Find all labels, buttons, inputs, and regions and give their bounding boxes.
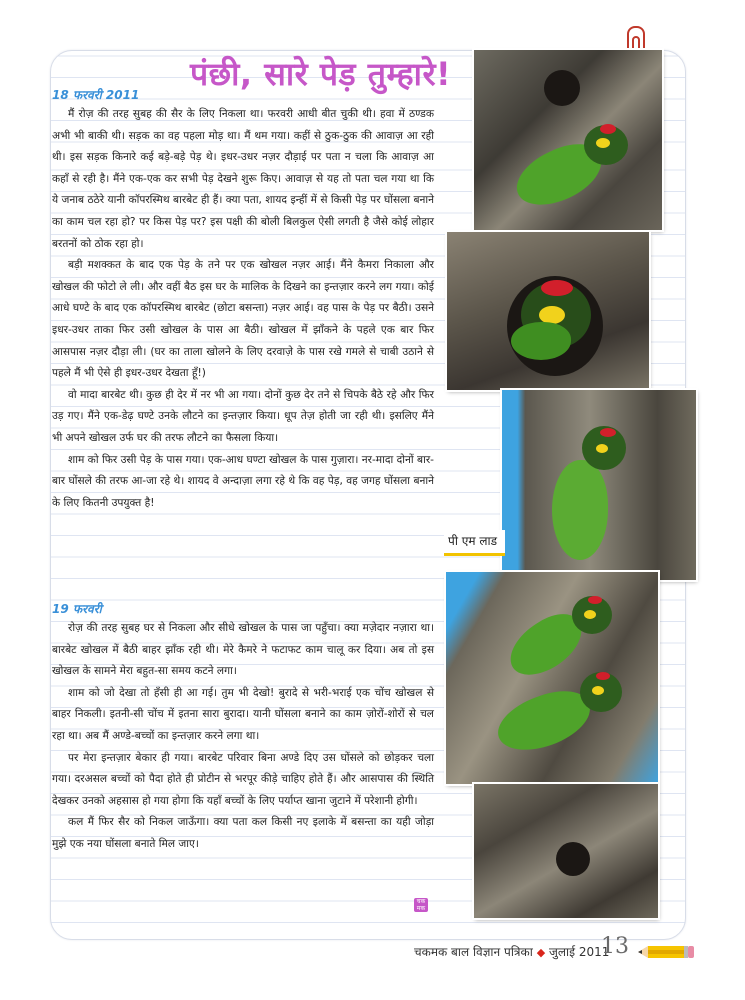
paragraph: शाम को जो देखा तो हँसी ही आ गई। तुम भी देखो! बुरादे से भरी-भराई एक चोंच खोखल से बाहर निकली। इतनी-सी चोंच में इतना सारा बुरादा। यानी घोंसला बनाने का काम ज़ोरों-शोरों से चल रहा था। अब मैं अण्डे-बच्चों का इन्तज़ार करने लगा था। — [52, 686, 434, 742]
photo-empty-hole — [474, 784, 658, 918]
section-date-2: 19 फरवरी — [52, 602, 102, 616]
pencil-icon — [638, 944, 694, 960]
section-date-1: 18 फरवरी 2011 — [52, 88, 140, 102]
paragraph: वो मादा बारबेट थी। कुछ ही देर में नर भी आ गया। दोनों कुछ देर तने से चिपके बैठे रहे और फिर उड़ गए। मैंने एक-डेढ़ घण्टे उनके लौटने का इन्तज़ार किया। धूप तेज़ होती जा रही थी। इसलिए मैंने भी अपने खोखल उर्फ घर की तरफ लौटने का फैसला किया। — [52, 388, 434, 444]
end-mark-logo: चक मक — [414, 898, 428, 912]
paragraph: कल मैं फिर सैर को निकल जाऊँगा। क्या पता कल किसी नए इलाके में बसन्ता का यही जोड़ा मुझे एक नया घोंसला बनाते मिल जाए। — [52, 816, 434, 850]
page-number: 13 — [601, 934, 629, 959]
issue-date: जुलाई 2011 — [549, 945, 610, 959]
magazine-name: चकमक बाल विज्ञान पत्रिका — [414, 945, 533, 959]
photo-barbet-trunk — [502, 390, 696, 580]
photo-barbet-hole-2 — [447, 232, 649, 390]
article-text-part-2 — [52, 618, 434, 856]
photo-credit: पी एम लाड — [444, 530, 505, 556]
page-title: पंछी, सारे पेड़ तुम्हारे! — [190, 55, 452, 93]
bird-image — [511, 272, 611, 362]
paragraph: शाम को फिर उसी पेड़ के पास गया। एक-आध घण्टा खोखल के पास गुज़ारा। नर-मादा दोनों बार-बार घोंसले की तरफ आ-जा रहे थे। शायद वे अन्दाज़ा लगा रहे थे कि वह पेड़, वह जगह घोंसला बनाने के लिए कितनी उपयुक्त है! — [52, 453, 434, 509]
photo-barbet-hole-1 — [474, 50, 662, 230]
photo-barbet-pair — [446, 572, 658, 784]
bird-image — [542, 420, 652, 570]
paragraph: रोज़ की तरह सुबह घर से निकला और सीधे खोखल के पास जा पहुँचा। क्या मज़ेदार नज़ारा था। बारबेट खोखल में बैठी बाहर झाँक रही थी। मेरे कैमरे ने फटाफट काम चालू कर दिया। अब तो इस खोखल के सामने मेरा बहुत-सा समय कटने लगा। — [52, 622, 434, 678]
footer — [414, 943, 609, 960]
article-text-part-1 — [52, 104, 434, 514]
bird-image — [504, 110, 644, 230]
paragraph: मैं रोज़ की तरह सुबह की सैर के लिए निकला था। फरवरी आधी बीत चुकी थी। हवा में ठण्डक अभी भी बाकी थी। सड़क का वह पहला मोड़ था। मैं थम गया। कहीं से ठुक-ठुक की आवाज़ आ रही थी। इस सड़क किनारे कई बड़े-बड़े पेड़ थे। इधर-उधर नज़र दौड़ाई पर पता न चला कि आवाज़ आ कहाँ से रही है। मैंने एक-एक कर सभी पेड़ देखने शुरू किए। आवाज़ से यह तो पता चल गया था कि ये जनाब ठठेरे यानी कॉपरस्मिथ बारबेट ही हैं। क्या पता, शायद इन्हीं में से किसी पेड़ पर घोंसला बनाने का काम चल रहा हो? पर किस पेड़ पर? इस पक्षी की बोली बिलकुल ऐसी लगती है जैसे कोई लोहार बरतनों को ठोक रहा हो। — [52, 108, 434, 250]
paragraph: पर मेरा इन्तज़ार बेकार ही गया। बारबेट परिवार बिना अण्डे दिए उस घोंसले को छोड़कर चला गया। दरअसल बच्चों को पैदा होते ही प्रोटीन से भरपूर कीड़े चाहिए होते हैं। और आसपास की स्थिति देखकर उनको अहसास हो गया होगा कि यहाँ बच्चों के लिए पर्याप्त खाना जुटाने में परेशानी होगी। — [52, 751, 434, 807]
diamond-icon: ◆ — [536, 946, 546, 959]
paragraph: बड़ी मशक्कत के बाद एक पेड़ के तने पर एक खोखल नज़र आई। मैंने कैमरा निकाला और खोखल की फोटो ले ली। और वहीं बैठ इस घर के मालिक के दिखने का इन्तज़ार करने लग गया। कोई आधे घण्टे के बाद एक कॉपरस्मिथ बारबेट (छोटा बसन्ता) नज़र आई। वह पास के पेड़ पर बैठी। उसने इधर-उधर ताका फिर उसी खोखल के पास आ बैठी। खोखल में झाँकने के पहले एक बार फिर आसपास नज़र दौड़ा ली। (घर का ताला खोलने के लिए दरवाज़े के पास रखे गमले से चाबी उठाने से पहले मैं भी ऐसे ही इधर-उधर देखता हूँ!) — [52, 259, 434, 380]
bird-image — [496, 662, 636, 762]
